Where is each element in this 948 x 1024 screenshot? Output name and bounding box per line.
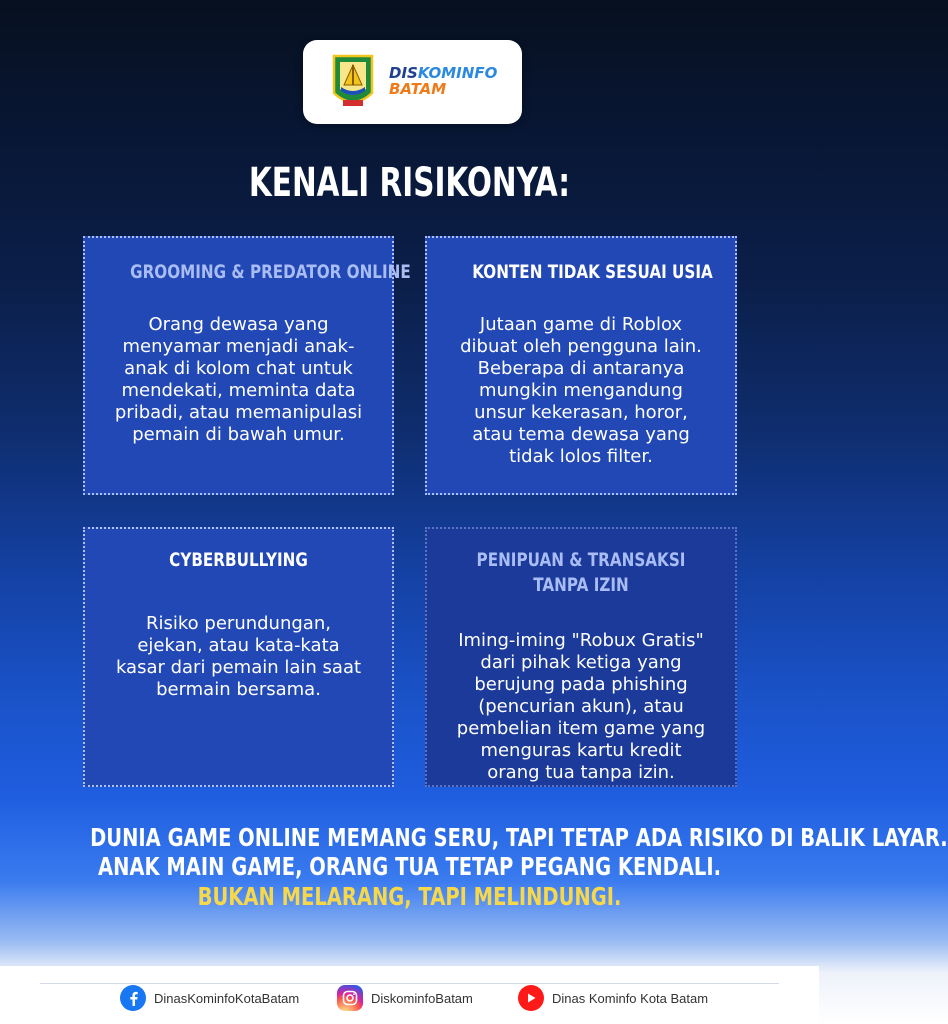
youtube-icon (518, 985, 544, 1011)
closing-line-1: DUNIA GAME ONLINE MEMANG SERU, TAPI TETAP ADA RISIKO DI BALIK LAYAR. (90, 823, 948, 852)
body-line: Orang dewasa yang (148, 314, 329, 335)
body-line: pemain di bawah umur. (132, 424, 345, 445)
diskominfo-logo (303, 40, 522, 124)
body-line: anak di kolom chat untuk (124, 358, 353, 379)
body-line: pembelian item game yang (456, 718, 706, 739)
body-line: menguras kartu kredit (480, 740, 682, 761)
risk-card-konten (425, 236, 737, 495)
instagram-icon (337, 985, 363, 1011)
body-line: Risiko perundungan, (146, 613, 331, 634)
facebook-link[interactable] (120, 986, 299, 1010)
instagram-label: DiskominfoBatam (371, 990, 473, 1006)
body-line: pribadi, atau memanipulasi (114, 402, 363, 423)
risk-card-body (445, 630, 717, 784)
risk-card-cyberbullying (83, 527, 394, 787)
title-line: PENIPUAN & TRANSAKSI (476, 549, 686, 571)
body-line: ejekan, atau kata-kata (137, 635, 340, 656)
body-line: Jutaan game di Roblox (479, 314, 683, 335)
body-line: atau tema dewasa yang (472, 424, 690, 445)
batam-city-emblem-icon (331, 53, 375, 111)
risk-card-grooming (83, 236, 411, 495)
body-line: dari pihak ketiga yang (480, 652, 682, 673)
body-line: mendekati, meminta data (121, 380, 356, 401)
risk-card-body (103, 314, 374, 446)
closing-tagline: BUKAN MELARANG, TAPI MELINDUNGI. (197, 882, 622, 911)
youtube-label: Dinas Kominfo Kota Batam (552, 990, 709, 1006)
instagram-link[interactable] (337, 986, 473, 1010)
footer-divider (40, 983, 779, 984)
logo-text-dis: DIS (389, 64, 418, 83)
footer (0, 966, 819, 1024)
body-line: berujung pada phishing (474, 674, 688, 695)
body-line: kasar dari pemain lain saat (115, 657, 362, 678)
risk-card-title: CYBERBULLYING (169, 549, 308, 571)
risk-card-title: GROOMING & PREDATOR ONLINE (130, 261, 411, 283)
body-line: mungkin mengandung (479, 380, 683, 401)
body-line: tidak lolos filter. (509, 446, 653, 467)
facebook-label: DinasKominfoKotaBatam (154, 990, 300, 1006)
youtube-link[interactable] (518, 986, 708, 1010)
page-title: KENALI RISIKONYA: (248, 160, 571, 206)
logo-text-kominfo: KOMINFO (417, 64, 498, 83)
title-line: TANPA IZIN (533, 574, 629, 596)
risk-card-title: KONTEN TIDAK SESUAI USIA (472, 261, 713, 283)
body-line: Beberapa di antaranya (477, 358, 685, 379)
risk-card-body (103, 613, 374, 701)
body-line: unsur kekerasan, horor, (474, 402, 688, 423)
logo-text-batam: BATAM (389, 80, 447, 98)
facebook-icon (120, 985, 146, 1011)
body-line: (pencurian akun), atau (478, 696, 684, 717)
body-line: bermain bersama. (156, 679, 321, 700)
risk-card-title (472, 548, 690, 598)
closing-line-2: ANAK MAIN GAME, ORANG TUA TETAP PEGANG KENDALI. (97, 852, 722, 881)
body-line: dibuat oleh pengguna lain. (460, 336, 702, 357)
body-line: menyamar menjadi anak- (122, 336, 355, 357)
body-line: Iming-iming "Robux Gratis" (458, 630, 704, 651)
risk-card-penipuan (425, 527, 737, 787)
risk-card-body (445, 314, 717, 468)
body-line: orang tua tanpa izin. (487, 762, 675, 783)
